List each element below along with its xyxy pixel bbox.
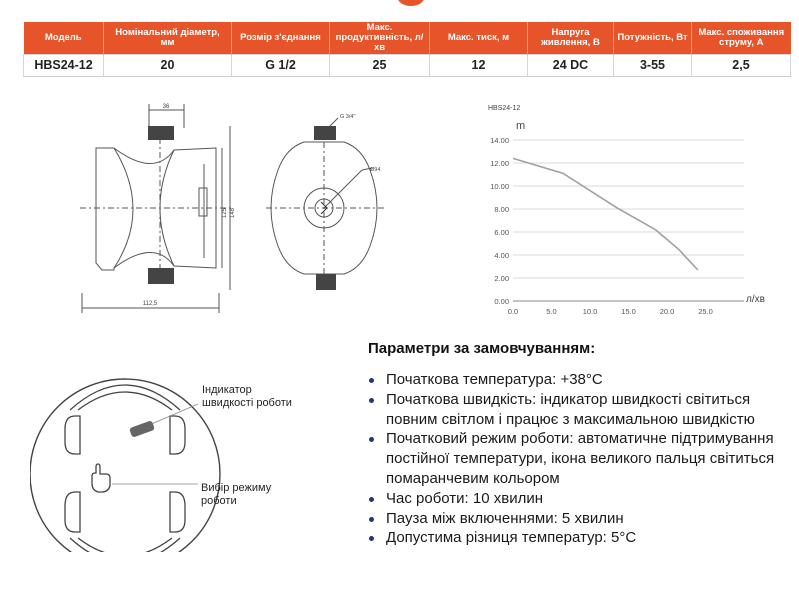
thread-label: G 3/4" — [340, 114, 356, 120]
indicator-label-line-2: швидкості роботи — [202, 397, 292, 409]
header-cell: Номінальний діаметр, мм — [104, 22, 232, 54]
bullet-icon — [369, 398, 374, 403]
mode-label-line-1: Вибір режиму — [201, 482, 272, 494]
list-item-text: Початкова швидкість: індикатор швидкості світиться повним світлом і працює з максимальною швидкістю — [386, 390, 755, 428]
spec-table — [23, 22, 791, 77]
y-tick-label: 6.00 — [494, 228, 509, 237]
table-cell: 2,5 — [692, 54, 791, 76]
performance-chart — [480, 98, 790, 330]
y-axis-label: m — [516, 120, 526, 132]
y-tick-label: 8.00 — [494, 205, 509, 214]
pump-side-drawing — [74, 98, 244, 320]
table-cell: 24 DC — [528, 54, 614, 76]
list-item — [368, 429, 788, 488]
thumb-icon — [92, 464, 110, 492]
chart-title: HBS24-12 — [488, 105, 521, 112]
list-item — [368, 390, 788, 430]
x-tick-label: 25.0 — [698, 307, 713, 316]
bullet-icon — [369, 517, 374, 522]
header-cell: Потужність, Вт — [614, 22, 692, 54]
bullet-icon — [369, 378, 374, 383]
mode-label-line-2: роботи — [201, 495, 237, 507]
params-list — [368, 370, 788, 548]
pump-front-drawing — [262, 108, 392, 298]
table-cell: 12 — [430, 54, 528, 76]
header-cell: Модель — [24, 22, 104, 54]
table-row — [24, 54, 791, 76]
table-header-row — [24, 22, 791, 54]
list-item — [368, 489, 788, 509]
y-tick-label: 12.00 — [490, 159, 509, 168]
header-cell: Макс. продуктивність, л/хв — [330, 22, 430, 54]
list-item — [368, 528, 788, 548]
dim-bottom-label: 112,5 — [142, 301, 158, 307]
y-tick-label: 14.00 — [490, 136, 509, 145]
table-cell: G 1/2 — [232, 54, 330, 76]
bullet-icon — [369, 536, 374, 541]
header-cell: Макс. споживання струму, А — [692, 22, 791, 54]
y-tick-label: 0.00 — [494, 297, 509, 306]
x-tick-label: 15.0 — [621, 307, 636, 316]
table-cell: 20 — [104, 54, 232, 76]
table-cell: 25 — [330, 54, 430, 76]
x-tick-label: 0.0 — [507, 307, 519, 316]
dim-v2-label: 148 — [230, 207, 236, 219]
list-item-text: Час роботи: 10 хвилин — [386, 489, 543, 507]
dim-v1-label: 125 — [222, 207, 228, 219]
list-item — [368, 509, 788, 529]
list-item-text: Допустима різниця температур: 5°C — [386, 529, 637, 547]
x-tick-label: 20.0 — [659, 307, 675, 316]
params-title: Параметри за замовчуванням: — [368, 340, 596, 357]
list-item-text: Початкова температура: +38°C — [386, 371, 603, 388]
header-cell: Макс. тиск, м — [430, 22, 528, 54]
y-tick-label: 2.00 — [494, 274, 509, 283]
bullet-icon — [369, 437, 374, 442]
indicator-label-line-1: Індикатор — [202, 384, 252, 396]
header-cell: Розмір з'єднання — [232, 22, 330, 54]
x-tick-label: 10.0 — [582, 307, 598, 316]
header-accent-shape — [397, 0, 425, 6]
table-cell: 3-55 — [614, 54, 692, 76]
header-cell: Напруга живлення, В — [528, 22, 614, 54]
mode-label — [201, 482, 271, 508]
series-line — [513, 158, 698, 270]
x-axis-label: л/хв — [746, 294, 765, 305]
y-tick-label: 4.00 — [494, 251, 509, 260]
bullet-icon — [369, 497, 374, 502]
y-tick-label: 10.00 — [490, 182, 509, 191]
list-item — [368, 370, 788, 390]
diameter-label: Ø94 — [370, 167, 381, 173]
list-item-text: Початковий режим роботи: автоматичне підтримування постійної температури, ікона великого пальця світиться помаранчевим кольором — [386, 430, 775, 487]
x-tick-label: 5.0 — [546, 307, 557, 316]
dim-top-label: 36 — [162, 104, 170, 110]
list-item-text: Пауза між включеннями: 5 хвилин — [386, 509, 624, 527]
table-cell: HBS24-12 — [24, 54, 104, 76]
indicator-label — [202, 384, 292, 410]
